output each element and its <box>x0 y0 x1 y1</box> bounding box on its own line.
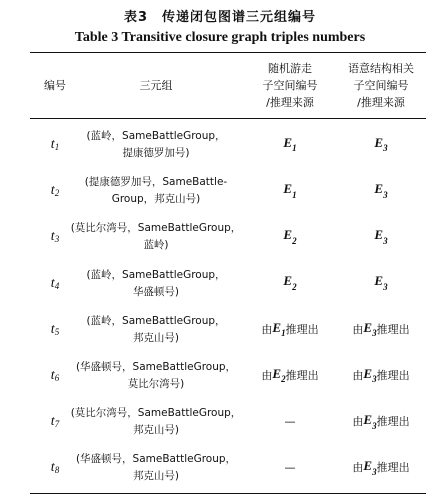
subspace-label: $E_2$ <box>272 365 286 385</box>
triple-line: 邦克山号) <box>132 424 180 437</box>
triple-line: (莫比尔湾号，SameBattleGroup， <box>70 407 242 420</box>
triple-id-letter: t <box>50 368 55 384</box>
triple-line: 提康德罗加号) <box>122 147 190 160</box>
subspace-label: $E_3$ <box>374 180 388 200</box>
header-semantic <box>336 54 426 116</box>
triple-id-subscript: 3 <box>54 234 60 245</box>
no-source-dash: — <box>284 415 296 429</box>
triple-text <box>62 168 250 214</box>
top-rule <box>30 52 426 53</box>
source-prefix: 由 <box>352 461 364 475</box>
header-rule <box>30 118 426 119</box>
table-caption-en: Table 3 Transitive closure graph triples numbers <box>74 30 366 45</box>
table-caption-zh: 表3 传递闭包图谱三元组编号 <box>123 10 317 25</box>
subspace-label: $E_1$ <box>283 134 297 154</box>
triple-line: (莫比尔湾号，SameBattleGroup， <box>70 222 242 235</box>
subspace-label: $E_3$ <box>363 319 377 339</box>
semantic-source <box>336 214 426 260</box>
header-triple: 三元组 <box>139 78 173 92</box>
header-rw-line: /推理来源 <box>266 95 314 109</box>
triple-line: (蓝岭，SameBattleGroup， <box>86 314 226 327</box>
triple-id-letter: t <box>50 183 55 199</box>
triple-id-subscript: 8 <box>54 465 60 476</box>
random-walk-source <box>244 168 336 214</box>
semantic-source <box>336 353 426 399</box>
subspace-label: $E_3$ <box>363 458 377 477</box>
subspace-label: $E_2$ <box>283 227 297 246</box>
triple-line: (提康德罗加号，SameBattle- <box>84 176 228 189</box>
source-prefix: 由 <box>261 369 273 383</box>
header-rw-line: 子空间编号 <box>262 78 318 92</box>
random-walk-source <box>244 214 336 260</box>
triple-id-subscript: 1 <box>54 142 60 153</box>
triple-id-letter: t <box>50 229 55 245</box>
subspace-label: $E_1$ <box>283 180 297 200</box>
subspace-label: $E_3$ <box>374 273 388 292</box>
semantic-source <box>336 122 426 168</box>
triple-id-subscript: 5 <box>54 326 60 337</box>
subspace-label: $E_3$ <box>363 365 377 385</box>
random-walk-source <box>244 261 336 307</box>
triple-text <box>62 261 250 307</box>
semantic-source <box>336 445 426 491</box>
source-suffix: 推理出 <box>285 369 319 383</box>
triple-id-letter: t <box>50 460 55 476</box>
triple-id-letter: t <box>50 414 55 430</box>
header-id: 编号 <box>44 78 66 92</box>
random-walk-source <box>244 353 336 399</box>
triple-line: 华盛顿号) <box>132 285 180 298</box>
semantic-source <box>336 399 426 445</box>
triple-text <box>62 214 250 260</box>
triple-id-subscript: 7 <box>54 419 60 430</box>
triple-line: 邦克山号) <box>132 470 180 483</box>
random-walk-source <box>244 445 336 491</box>
semantic-source <box>336 307 426 353</box>
header-rw-line: 随机游走 <box>268 61 312 75</box>
source-suffix: 推理出 <box>376 461 410 475</box>
subspace-label: $E_2$ <box>283 273 297 292</box>
no-source-dash: — <box>284 461 296 475</box>
semantic-source <box>336 168 426 214</box>
triple-line: Group，邦克山号) <box>111 193 201 206</box>
triple-text <box>62 122 250 168</box>
triple-line: (华盛顿号，SameBattleGroup， <box>75 361 237 374</box>
source-prefix: 由 <box>261 322 273 336</box>
header-sem-line: 子空间编号 <box>353 78 409 92</box>
triple-id-subscript: 2 <box>54 188 60 199</box>
triple-line: (蓝岭，SameBattleGroup， <box>86 268 226 281</box>
triple-line: (蓝岭，SameBattleGroup， <box>86 130 226 143</box>
triple-id-subscript: 4 <box>54 280 60 291</box>
random-walk-source <box>244 307 336 353</box>
triple-line: 蓝岭) <box>143 239 169 252</box>
header-sem-line: /推理来源 <box>357 95 405 109</box>
source-suffix: 推理出 <box>376 369 410 383</box>
subspace-label: $E_3$ <box>363 411 377 431</box>
triple-id-letter: t <box>50 321 55 337</box>
subspace-label: $E_3$ <box>374 227 388 246</box>
triple-id-subscript: 6 <box>54 373 60 384</box>
triple-id-letter: t <box>50 137 55 153</box>
header-random-walk <box>244 54 336 116</box>
subspace-label: $E_1$ <box>272 319 286 339</box>
triple-text <box>62 399 250 445</box>
triple-text <box>62 353 250 399</box>
bottom-rule <box>30 493 426 494</box>
source-prefix: 由 <box>352 415 364 429</box>
triple-id-letter: t <box>50 275 55 291</box>
random-walk-source <box>244 122 336 168</box>
triple-line: 邦克山号) <box>132 331 180 344</box>
triple-text <box>62 445 250 491</box>
triple-text <box>62 307 250 353</box>
source-suffix: 推理出 <box>285 322 319 336</box>
source-suffix: 推理出 <box>376 415 410 429</box>
random-walk-source <box>244 399 336 445</box>
header-sem-line: 语意结构相关 <box>348 61 414 75</box>
source-suffix: 推理出 <box>376 322 410 336</box>
triple-line: 莫比尔湾号) <box>127 378 185 391</box>
semantic-source <box>336 261 426 307</box>
source-prefix: 由 <box>352 322 364 336</box>
source-prefix: 由 <box>352 369 364 383</box>
subspace-label: $E_3$ <box>374 134 388 154</box>
triple-line: (华盛顿号，SameBattleGroup， <box>75 453 237 466</box>
